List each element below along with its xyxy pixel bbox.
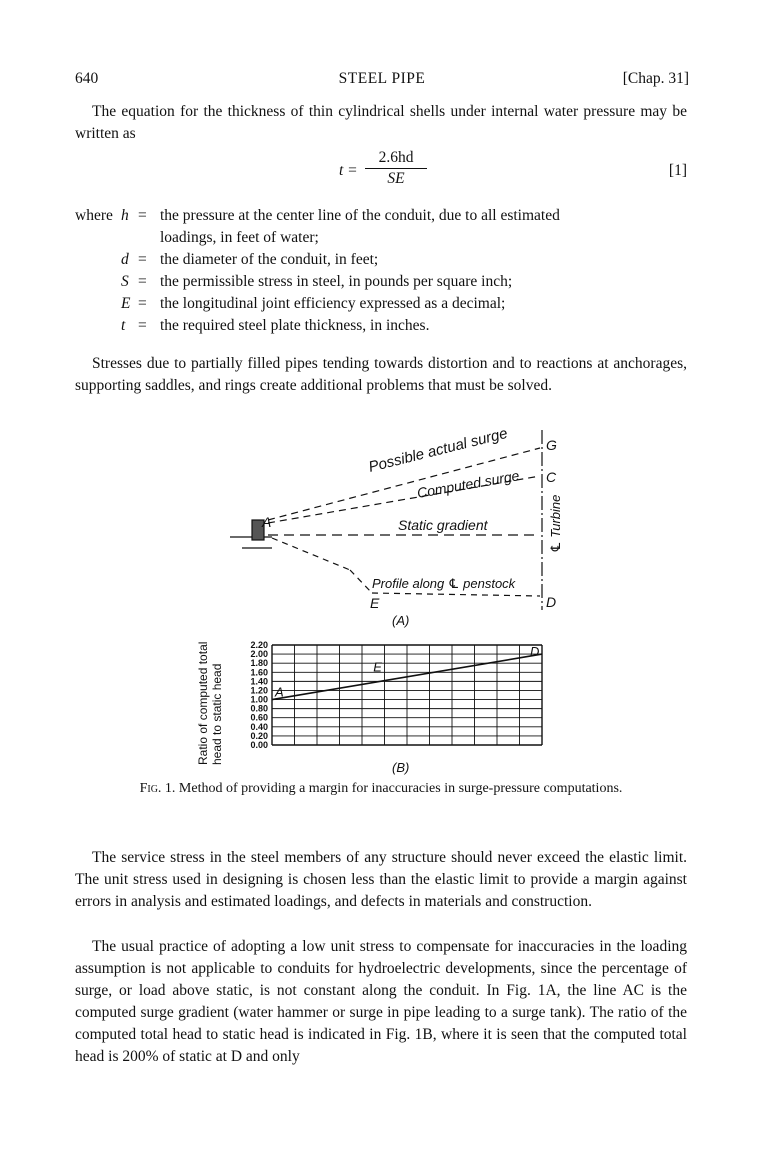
profile-line-lower	[350, 570, 372, 593]
figure-a-label: (A)	[392, 613, 410, 628]
y-axis-label-line1: Ratio of computed total	[196, 641, 210, 765]
definition-equals: =	[138, 207, 147, 224]
definition-text: the diameter of the conduit, in feet;	[160, 251, 379, 268]
definitions-list	[75, 205, 695, 337]
y-tick-label: 0.60	[250, 712, 268, 723]
definition-text: loadings, in feet of water;	[160, 229, 319, 246]
page-number: 640	[75, 70, 99, 87]
definition-e	[75, 293, 695, 315]
definition-text: the permissible stress in steel, in pounds per square inch;	[160, 273, 513, 290]
equation-lhs: t =	[339, 162, 358, 179]
thickness-equation	[75, 147, 687, 197]
y-tick-label: 1.60	[250, 667, 268, 678]
figure-b-label: (B)	[392, 760, 410, 775]
definition-s	[75, 271, 695, 293]
y-tick-label: 1.20	[250, 685, 268, 696]
profile-line-base	[372, 593, 540, 596]
definition-h-continued	[75, 227, 695, 249]
definition-text: the required steel plate thickness, in inches.	[160, 317, 430, 334]
definition-symbol: t	[121, 317, 126, 334]
equation-denominator: SE	[387, 170, 405, 187]
point-g-label: G	[546, 437, 557, 453]
definition-text: the pressure at the center line of the conduit, due to all estimated	[160, 207, 560, 224]
profile-line-upper	[272, 538, 350, 570]
definition-equals: =	[138, 295, 147, 312]
y-tick-label: 0.80	[250, 703, 268, 714]
definition-equals: =	[138, 251, 147, 268]
figure-a-diagram	[0, 420, 759, 630]
point-e-label: E	[370, 595, 380, 611]
equation-numerator: 2.6hd	[365, 149, 427, 169]
y-tick-label: 0.20	[250, 730, 268, 741]
turbine-label: ℄ Turbine	[548, 494, 563, 553]
y-tick-label: 1.80	[250, 658, 268, 669]
service-stress-paragraph: The service stress in the steel members of any structure should never exceed the elastic limit. The unit stress used in designing is chosen less than the elastic limit to provide a margin against errors in analysis and estimated loadings, and defects in materials and construction.	[75, 849, 687, 910]
profile-label: Profile along ℄ penstock	[372, 576, 516, 591]
figure-b-chart	[0, 615, 759, 780]
figure-caption	[75, 780, 687, 798]
annotation-label: E	[373, 659, 382, 675]
static-gradient-label: Static gradient	[398, 517, 488, 533]
definition-lead: where	[75, 207, 113, 224]
y-tick-label: 0.00	[250, 740, 268, 750]
y-tick-label: 1.00	[250, 694, 268, 705]
computed-surge-label: Computed surge	[415, 467, 521, 501]
definition-h	[75, 205, 695, 227]
definition-symbol: S	[121, 273, 129, 290]
definition-symbol: h	[121, 207, 129, 224]
definition-t	[75, 315, 695, 337]
equation-fraction	[365, 149, 427, 188]
chapter-label: [Chap. 31]	[622, 70, 689, 87]
point-a-label: A	[262, 514, 272, 530]
annotation-label: A	[275, 684, 284, 700]
chart-grid	[272, 645, 542, 745]
definition-d	[75, 249, 695, 271]
y-tick-labels	[250, 640, 268, 750]
intro-paragraph: The equation for the thickness of thin cylindrical shells under internal water pressure may be written as	[75, 103, 687, 142]
y-tick-label: 2.20	[250, 640, 268, 650]
running-title: STEEL PIPE	[338, 70, 426, 87]
y-tick-label: 1.40	[250, 676, 268, 687]
definition-symbol: d	[121, 251, 129, 268]
running-header	[75, 70, 689, 92]
definition-equals: =	[138, 273, 147, 290]
annotation-label: D	[530, 644, 540, 660]
y-tick-label: 0.40	[250, 721, 268, 732]
definition-equals: =	[138, 317, 147, 334]
y-tick-label: 2.00	[250, 649, 268, 660]
equation-number: [1]	[668, 162, 687, 179]
point-c-label: C	[546, 469, 557, 485]
usual-practice-paragraph: The usual practice of adopting a low unit stress to compensate for inaccuracies in the loading assumption is not applicable to conduits for hydroelectric developments, since the percentage of surge, or load above static, is not constant along the conduit. In Fig. 1A, the line AC is the computed surge gradient (water hammer or surge in pipe leading to a surge tank). The ratio of the computed total head to static head is indicated in Fig. 1B, where it is seen that the computed total head is 200% of static at D and only	[75, 938, 687, 1065]
possible-surge-label: Possible actual surge	[366, 424, 510, 476]
point-d-label: D	[546, 594, 557, 610]
caption-label: Fig. 1.	[139, 781, 176, 796]
definition-symbol: E	[121, 295, 131, 312]
definition-text: the longitudinal joint efficiency expressed as a decimal;	[160, 295, 506, 312]
caption-text: Method of providing a margin for inaccuracies in surge-pressure computations.	[178, 781, 623, 796]
y-axis-label-line2: head to static head	[210, 663, 224, 765]
stresses-paragraph: Stresses due to partially filled pipes tending towards distortion and to reactions at anchorages, supporting saddles, and rings create additional problems that must be solved.	[75, 355, 687, 394]
